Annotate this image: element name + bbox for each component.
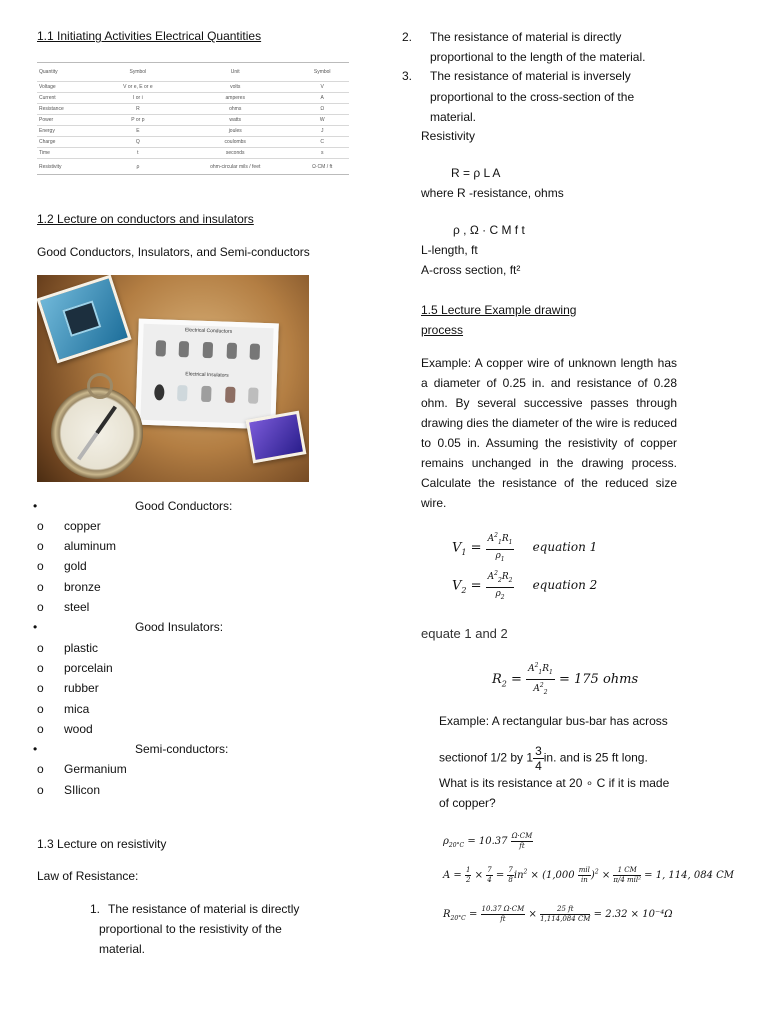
table-row	[37, 148, 349, 159]
list-item: o copper	[37, 519, 101, 533]
law-3-line-3: material.	[430, 110, 477, 124]
table-cell: V or e, E or e	[101, 82, 175, 93]
example-1-paragraph: Example: A copper wire of unknown length has a diameter of 0.25 in. and resistance of 0.28 ohm. By several successive passes through drawing dies the diameter of the wire is reduced to 0.05 in. Assuming the resistivity of copper remains unchanged in the drawing process. Calculate the resistance of the reduced size wire.	[421, 356, 678, 510]
table-cell: joules	[175, 126, 295, 137]
example-2-line-1: Example: A rectangular bus-bar has across	[439, 714, 668, 728]
section-1-5-heading-line-1: 1.5 Lecture Example drawing	[421, 303, 577, 317]
law-2-line-2: proportional to the length of the material.	[430, 50, 646, 64]
bullet: •	[33, 499, 38, 513]
table-header: Unit	[175, 63, 295, 82]
table-cell: Power	[37, 115, 101, 126]
table-row	[37, 159, 349, 175]
board-title-insulators: Electrical Insulators	[185, 371, 229, 379]
compass-picture	[51, 387, 143, 479]
electrical-quantities-table	[37, 62, 349, 175]
list-item: o plastic	[37, 641, 99, 655]
list-item: o porcelain	[37, 661, 113, 675]
purple-chip-picture	[246, 411, 307, 464]
table-cell: seconds	[175, 148, 295, 159]
table-cell: Q	[101, 137, 175, 148]
equation-r2: $R_2$ = $\frac{A^2_1R_1}{A^2_2}$ = 175 ohms	[492, 662, 639, 696]
law-1-number: 1.	[90, 902, 101, 916]
conductors-photo	[37, 275, 309, 482]
calc-resistance: $R_{20^\circ C}$ = $\frac{10.37 \Omega\cdot CM}{ft}$ × $\frac{25 ft}{1,114,084 CM}$ = 2.32 × 10⁻⁴Ω	[443, 905, 673, 923]
area-text: A-cross section, ft²	[421, 263, 521, 277]
resistivity-label: Resistivity	[421, 129, 476, 143]
list-item: o mica	[37, 702, 90, 716]
table-cell: Charge	[37, 137, 101, 148]
length-text: L-length, ft	[421, 243, 478, 257]
table-cell: C	[295, 137, 349, 148]
table-header-row	[37, 63, 349, 82]
table-cell: R	[101, 104, 175, 115]
list-item: o bronze	[37, 580, 101, 594]
table-header: Symbol	[101, 63, 175, 82]
table-header: Symbol	[295, 63, 349, 82]
rho-unit-text: ρ , Ω · C M f t	[453, 223, 525, 237]
table-cell: E	[101, 126, 175, 137]
equation-1: $V_1$ = $\frac{A^2_1R_1}{\rho_1}$ equation 1	[452, 532, 598, 563]
table-row	[37, 82, 349, 93]
table-cell: V	[295, 82, 349, 93]
semi-conductors-title: Semi-conductors:	[135, 742, 229, 756]
table-header: Quantity	[37, 63, 101, 82]
table-cell: A	[295, 93, 349, 104]
list-item: o aluminum	[37, 539, 117, 553]
circuit-chip-picture	[37, 275, 132, 363]
table-cell: amperes	[175, 93, 295, 104]
section-1-3-heading: 1.3 Lecture on resistivity	[37, 837, 167, 851]
section-1-2-subtitle: Good Conductors, Insulators, and Semi-conductors	[37, 245, 310, 259]
table-row	[37, 126, 349, 137]
table-cell: Resistance	[37, 104, 101, 115]
table-cell: t	[101, 148, 175, 159]
table-cell: Time	[37, 148, 101, 159]
table-cell: watts	[175, 115, 295, 126]
table-cell: P or p	[101, 115, 175, 126]
table-cell: Resistivity	[37, 159, 101, 175]
law-of-resistance-title: Law of Resistance:	[37, 869, 139, 883]
list-item: o SIlicon	[37, 783, 101, 797]
table-cell: Energy	[37, 126, 101, 137]
law-1-line-2: proportional to the resistivity of the	[99, 922, 282, 936]
table-cell: W	[295, 115, 349, 126]
list-item: o gold	[37, 559, 87, 573]
example-2-line-4: of copper?	[439, 796, 496, 810]
law-3-line-2: proportional to the cross-section of the	[430, 90, 635, 104]
table-cell: ohms	[175, 104, 295, 115]
bullet: •	[33, 742, 38, 756]
table-row	[37, 115, 349, 126]
resistance-formula: R = ρ L A	[451, 166, 501, 180]
law-2-line-1: The resistance of material is directly	[430, 30, 622, 44]
law-1-line-3: material.	[99, 942, 146, 956]
table-cell: Ω	[295, 104, 349, 115]
calc-area: A = $\frac{1}{2}$ × $\frac{7}{4}$ = $\frac{7}{8}$ $in^2 \times (1,000$ mil in )$^2$ × 1 CM π/4 mil² = 1, 114, 084 CM	[443, 866, 735, 884]
good-insulators-title: Good Insulators:	[135, 620, 224, 634]
conductors-board-picture	[135, 319, 279, 430]
table-cell: coulombs	[175, 137, 295, 148]
equate-text: equate 1 and 2	[421, 626, 508, 641]
law-3-line-1: The resistance of material is inversely	[430, 69, 631, 83]
board-title-conductors: Electrical Conductors	[184, 327, 233, 335]
section-1-5-heading-line-2: process	[421, 323, 464, 337]
table-row	[37, 104, 349, 115]
calc-rho: $\rho_{20^\circ C} = 10.37$ $\frac{\Omega\cdot CM}{ft}$	[443, 832, 533, 850]
table-cell: Current	[37, 93, 101, 104]
table-cell: s	[295, 148, 349, 159]
bullet: •	[33, 620, 38, 634]
table-cell: Voltage	[37, 82, 101, 93]
table-cell: ρ	[101, 159, 175, 175]
where-r-text: where R -resistance, ohms	[421, 186, 564, 200]
law-1-line-1: The resistance of material is directly	[108, 902, 300, 916]
section-1-2-heading: 1.2 Lecture on conductors and insulators	[37, 212, 254, 226]
table-cell: Ω·CM / ft	[295, 159, 349, 175]
example-2-line-2: sectionof 1/2 by 1 $\frac{3}{4}$ in. and is 25 ft long.	[439, 744, 648, 773]
law-3-number: 3.	[402, 69, 413, 83]
example-2-line-3: What is its resistance at 20 ∘ C if it is made	[439, 776, 670, 790]
list-item: o Germanium	[37, 762, 127, 776]
law-2-number: 2.	[402, 30, 413, 44]
list-item: o wood	[37, 722, 93, 736]
list-item: o rubber	[37, 681, 99, 695]
table-cell: I or i	[101, 93, 175, 104]
table-row	[37, 93, 349, 104]
list-item: o steel	[37, 600, 90, 614]
good-conductors-title: Good Conductors:	[135, 499, 233, 513]
table-cell: volts	[175, 82, 295, 93]
section-1-1-heading: 1.1 Initiating Activities Electrical Quantities	[37, 29, 262, 43]
table-row	[37, 137, 349, 148]
equation-2: $V_2$ = $\frac{A^2_2R_2}{\rho_2}$ equation 2	[452, 570, 598, 601]
table-cell: ohm-circular mils / feet	[175, 159, 295, 175]
table-cell: J	[295, 126, 349, 137]
